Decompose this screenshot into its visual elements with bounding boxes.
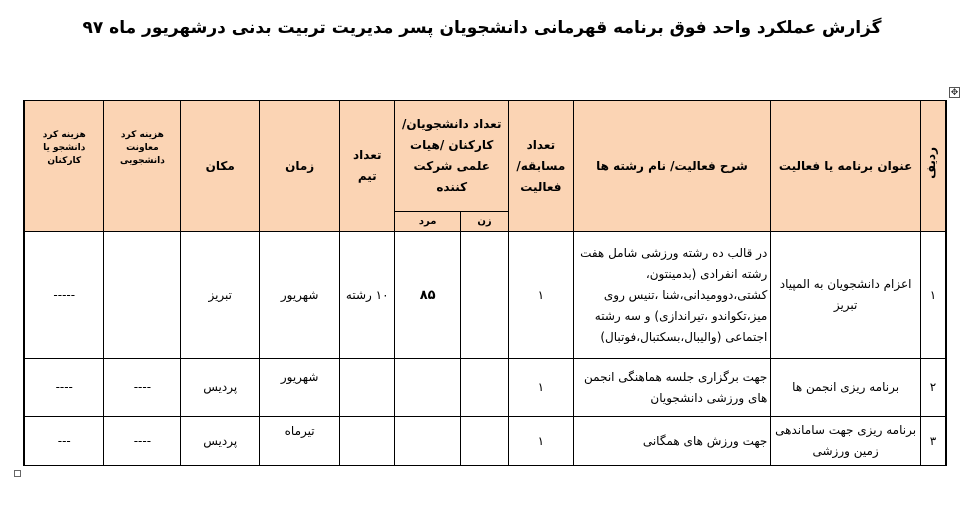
header-cost-student: هزینه کرد دانشجو یا کارکنان [24, 101, 104, 232]
cell-cost-vice: ---- [104, 359, 181, 417]
cell-cost-vice: ---- [104, 417, 181, 466]
header-male: مرد [395, 212, 461, 232]
table-row [24, 232, 946, 359]
header-participants: تعداد دانشجویان/ کارکنان /هیات علمی شرکت کننده [395, 101, 509, 212]
header-cost-vice: هزینه کرد معاونت دانشجویی [104, 101, 181, 232]
table-move-handle-icon[interactable]: ✥ [950, 88, 959, 98]
cell-program: برنامه ریزی جهت ساماندهی زمین ورزشی [771, 417, 921, 466]
cell-radif: ۳ [920, 417, 946, 466]
cell-radif: ۲ [920, 359, 946, 417]
table-row [24, 359, 946, 417]
cell-cost-student: ----- [24, 232, 104, 359]
cell-place: تبریز [181, 232, 260, 359]
cell-cost-student: ---- [24, 359, 104, 417]
header-place: مکان [181, 101, 260, 232]
cell-radif: ۱ [920, 232, 946, 359]
cell-description: در قالب ده رشته ورزشی شامل هفت رشته انفرادی (بدمینتون، کشتی،دوومیدانی،شنا ،تنیس روی میز،تکواندو ،تیراندازی) و سه رشته اجتماعی (والیبال،بسکتبال،فوتبال) [573, 232, 771, 359]
cell-male [395, 359, 461, 417]
cell-program: برنامه ریزی انجمن ها [771, 359, 921, 417]
header-radif: ردیف [920, 101, 946, 232]
cell-female [460, 232, 508, 359]
header-competitions: تعداد مسابقه/ فعالیت [509, 101, 574, 232]
cell-team-count [340, 417, 395, 466]
cell-place: پردیس [181, 417, 260, 466]
cell-time: تیرماه [260, 417, 340, 466]
cell-male: ۸۵ [395, 232, 461, 359]
cell-place: پردیس [181, 359, 260, 417]
cell-cost-vice [104, 232, 181, 359]
header-program: عنوان برنامه یا فعالیت [771, 101, 921, 232]
table-row [24, 417, 946, 466]
header-description: شرح فعالیت/ نام رشته ها [573, 101, 771, 232]
header-time: زمان [260, 101, 340, 232]
cell-program: اعزام دانشجویان به المپیاد تبریز [771, 232, 921, 359]
report-table [23, 100, 947, 466]
cell-cost-student: --- [24, 417, 104, 466]
table-resize-handle-icon[interactable] [14, 470, 21, 477]
cell-female [460, 417, 508, 466]
cell-description: جهت ورزش های همگانی [573, 417, 771, 466]
header-female: زن [460, 212, 508, 232]
cell-time: شهریور [260, 232, 340, 359]
cell-team-count [340, 359, 395, 417]
cell-competitions: ۱ [509, 417, 574, 466]
cell-competitions: ۱ [509, 359, 574, 417]
cell-competitions: ۱ [509, 232, 574, 359]
cell-description: جهت برگزاری جلسه هماهنگی انجمن های ورزشی دانشجویان [573, 359, 771, 417]
header-team-count: تعداد تیم [340, 101, 395, 232]
cell-female [460, 359, 508, 417]
cell-male [395, 417, 461, 466]
cell-time: شهریور [260, 359, 340, 417]
cell-team-count: ۱۰ رشته [340, 232, 395, 359]
report-title: گزارش عملکرد واحد فوق برنامه قهرمانی دانشجویان پسر مدیریت تربیت بدنی درشهریور ماه ۹۷ [82, 18, 882, 38]
